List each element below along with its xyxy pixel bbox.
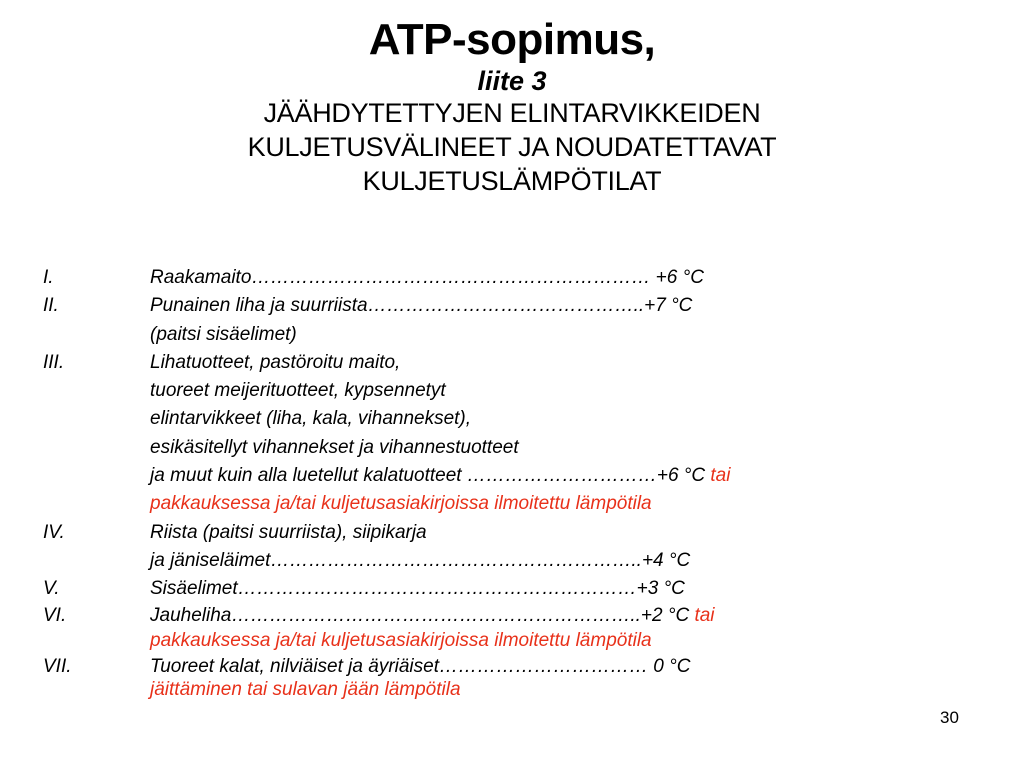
list-item — [43, 434, 983, 462]
list-item — [43, 604, 983, 627]
item-number: VII. — [43, 655, 72, 677]
item-number: II. — [43, 295, 59, 317]
item-number: VI. — [43, 604, 67, 626]
list-item — [43, 264, 983, 292]
item-text: tuoreet meijerituotteet, kypsennetyt — [150, 380, 446, 402]
item-number: I. — [43, 267, 54, 288]
list-item — [43, 655, 983, 678]
list-item — [43, 627, 983, 655]
heading-line-3: KULJETUSLÄMPÖTILAT — [362, 166, 662, 196]
item-number: III. — [43, 351, 65, 373]
item-text: Sisäelimet………………………………………………………+3 °C — [150, 578, 685, 600]
title-block — [0, 14, 1024, 198]
item-text-line — [150, 462, 730, 490]
list-item — [43, 405, 983, 433]
item-text: Tuoreet kalat, nilviäiset ja äyriäiset…………………………… 0 °C — [150, 655, 691, 677]
item-number: IV. — [43, 521, 65, 543]
item-note: jäittäminen tai sulavan jään lämpötila — [150, 678, 461, 700]
list-item — [43, 292, 983, 320]
item-text: Riista (paitsi suurriista), siipikarja — [150, 521, 427, 543]
item-text: esikäsitellyt vihannekset ja vihannestuotteet — [150, 436, 519, 458]
temperature-list — [43, 264, 983, 701]
item-number: V. — [43, 578, 60, 600]
list-item — [43, 377, 983, 405]
item-text: ja muut kuin alla luetellut kalatuotteet …………………………+6 °C — [150, 465, 706, 487]
item-text: ja jäniseläimet…………………………………………………..+4 °C — [150, 549, 691, 571]
slide-title: ATP-sopimus, — [368, 15, 656, 64]
item-text: Lihatuotteet, pastöroitu maito, — [150, 351, 401, 373]
item-note: pakkauksessa ja/tai kuljetusasiakirjoissa ilmoitettu lämpötila — [150, 629, 652, 651]
alternative-label: tai — [710, 465, 731, 487]
page-number: 30 — [940, 708, 959, 727]
slide-subtitle: liite 3 — [477, 66, 547, 96]
list-item — [43, 349, 983, 377]
item-text: (paitsi sisäelimet) — [150, 323, 297, 345]
alternative-label: tai — [694, 604, 715, 626]
list-item — [43, 462, 983, 490]
list-item — [43, 547, 983, 575]
list-item — [43, 490, 983, 518]
item-text: Raakamaito……………………………………………………… +6 °C — [150, 267, 704, 288]
heading-line-1: JÄÄHDYTETTYJEN ELINTARVIKKEIDEN — [263, 98, 761, 128]
item-text-line — [150, 604, 715, 627]
item-text: Jauheliha………………………………………………………..+2 °C — [150, 604, 690, 626]
list-item — [43, 678, 983, 701]
list-item — [43, 519, 983, 547]
heading-line-2: KULJETUSVÄLINEET JA NOUDATETTAVAT — [247, 132, 777, 162]
item-text: Punainen liha ja suurriista……………………………………..+7 °C — [150, 295, 693, 317]
item-text: elintarvikkeet (liha, kala, vihannekset), — [150, 408, 472, 430]
list-item — [43, 575, 983, 603]
item-note: pakkauksessa ja/tai kuljetusasiakirjoissa ilmoitettu lämpötila — [150, 493, 652, 515]
list-item — [43, 321, 983, 349]
